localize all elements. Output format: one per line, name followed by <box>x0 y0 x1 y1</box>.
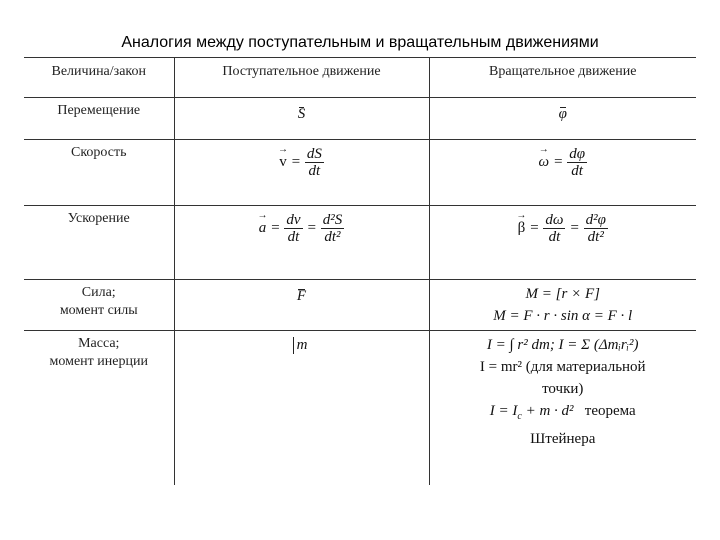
label-acceleration: Ускорение <box>24 206 174 280</box>
formula-mass-trans: m <box>174 331 429 486</box>
header-row <box>24 58 696 98</box>
formula-velocity-trans: → v = $\frac{dS}{dt}$ <box>174 140 429 206</box>
formula-displacement-trans: S <box>174 98 429 140</box>
formula-force-rot: M = [r × F] M = F · r · sin α = F · l <box>429 280 696 331</box>
label-displacement: Перемещение <box>24 98 174 140</box>
label-force: Сила; момент силы <box>24 280 174 331</box>
analogy-table <box>24 57 696 485</box>
row-displacement <box>24 98 696 140</box>
header-rotational: Вращательное движение <box>429 58 696 98</box>
row-acceleration <box>24 206 696 280</box>
label-mass: Масса; момент инерции <box>24 331 174 486</box>
label-velocity: Скорость <box>24 140 174 206</box>
header-translational: Поступательное движение <box>174 58 429 98</box>
row-velocity <box>24 140 696 206</box>
formula-displacement-rot: φ <box>429 98 696 140</box>
row-mass <box>24 331 696 486</box>
formula-velocity-rot: → ω = $\frac{d\varphi}{dt}$ <box>429 140 696 206</box>
header-quantity: Величина/закон <box>24 58 174 98</box>
formula-acceleration-trans: → a = $\frac{dv}{dt}$ = $\frac{\text{d²S}}{\text{dt²}}$ <box>174 206 429 280</box>
slide-title: Аналогия между поступательным и вращательным движениями <box>121 34 599 51</box>
formula-force-trans: F <box>174 280 429 331</box>
formula-acceleration-rot: → β = $\frac{d\omega}{dt}$ = $\frac{\text{d²φ}}{\text{dt²}}$ <box>429 206 696 280</box>
formula-mass-rot: I = ∫ r² dm; I = Σ (Δmᵢrᵢ²) I = mr² (для материальной точки) $I = I_c + m \cdot d^2$ теорема Штейнера <box>429 331 696 486</box>
row-force <box>24 280 696 331</box>
